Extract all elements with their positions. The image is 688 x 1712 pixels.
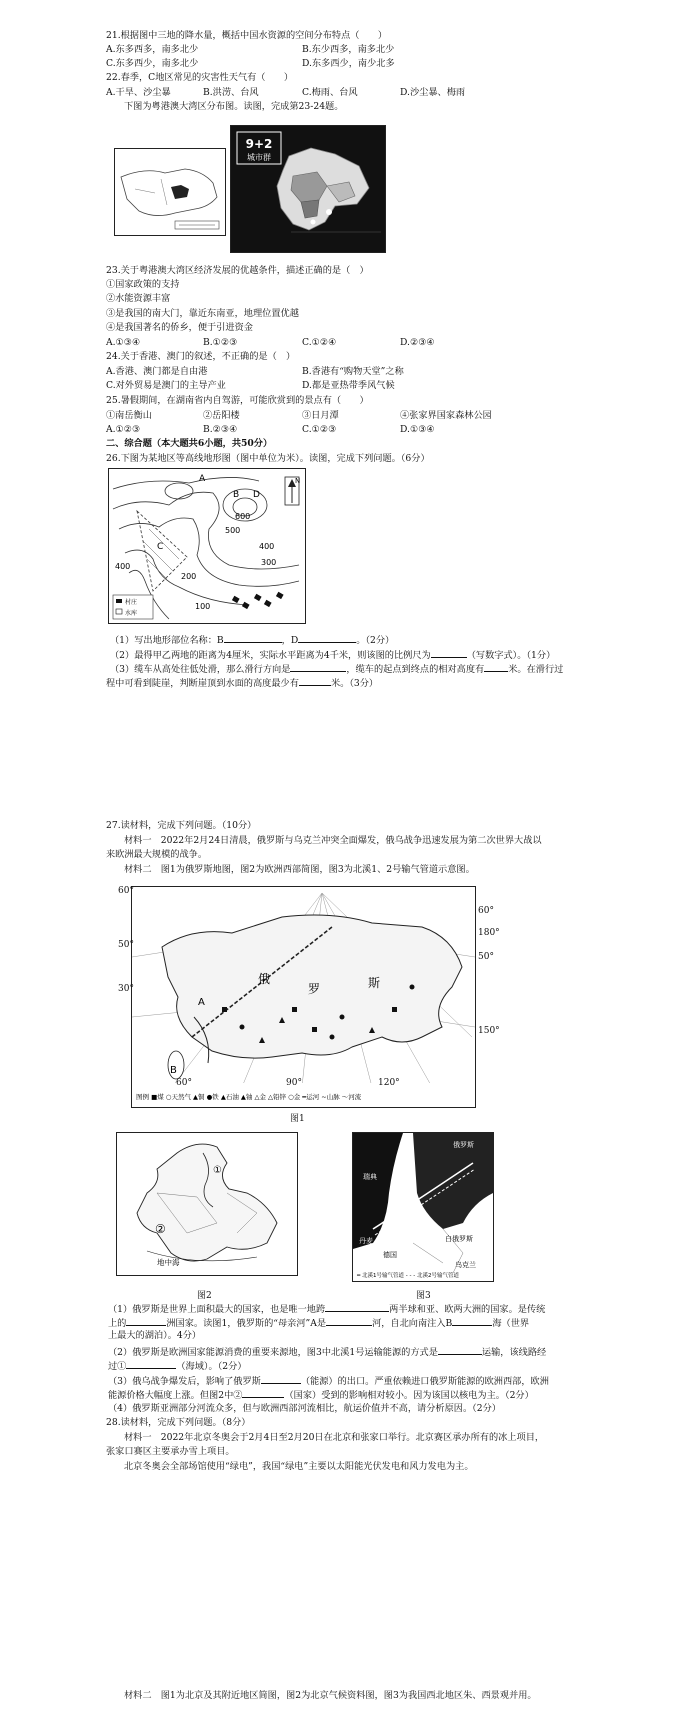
q21-option-b[interactable]: B.东少西多，南多北少: [302, 44, 395, 55]
q22-option-d[interactable]: D.沙尘暴、梅雨: [400, 87, 466, 98]
q25-spot-1: ①南岳衡山: [106, 410, 152, 421]
figure2-caption: 图2: [197, 1291, 212, 1301]
gba-map-svg: [231, 126, 385, 252]
gba-city-cluster-map: [230, 125, 386, 253]
intro-23-24: 下图为粤港澳大湾区分布图。读图，完成第23-24题。: [124, 101, 344, 112]
q26-blank-height[interactable]: [484, 662, 508, 672]
q27-blank-sea[interactable]: [452, 1316, 492, 1326]
q28-material2: 材料二 图1为北京及其附近地区简图，图2为北京气候资料图，图3为我国西北地区朱、西景观并用。: [124, 1690, 537, 1701]
contour-label-d: D: [253, 490, 260, 500]
q27-p3-text-d: （国家）受到的影响相对较小。因为该国以核电为主。（2分）: [284, 1390, 534, 1401]
q25-spot-2: ②岳阳楼: [203, 410, 240, 421]
fig3-label-russia: 俄罗斯: [453, 1141, 474, 1149]
q25-option-c[interactable]: C.①②③: [302, 424, 337, 435]
q27-part2-line2: [108, 1359, 247, 1373]
contour-label-a: A: [199, 474, 206, 484]
russia-map-svg: [132, 887, 475, 1107]
q22-option-c[interactable]: C.梅雨、台风: [302, 87, 358, 98]
contour-value-300: 300: [261, 558, 277, 567]
western-europe-map-figure2: [116, 1132, 298, 1276]
q23-item-2: ②水能资源丰富: [106, 293, 171, 304]
q27-p3-text-a: （3）俄乌战争爆发后，影响了俄罗斯: [108, 1376, 261, 1387]
q26-p3-text-e: 米。（3分）: [330, 678, 379, 689]
q22-option-a[interactable]: A.干旱、沙尘暴: [106, 87, 171, 98]
contour-value-400: 400: [259, 542, 275, 551]
fig1-lon-60: 60°: [176, 1078, 192, 1088]
q27-blank-continent[interactable]: [126, 1316, 166, 1326]
q27-material2: 材料二 图1为俄罗斯地图，图2为欧洲西部简图，图3为北溪1、2号输气管道示意图。: [124, 864, 475, 875]
q27-material1-line1: 材料一 2022年2月24日清晨，俄罗斯与乌克兰冲突全面爆发，俄乌战争迅速发展为第二次世界大战以: [124, 835, 542, 846]
q27-part1-line3: 上最大的湖泊）。4分）: [108, 1330, 202, 1341]
fig1-lat-60-right: 60°: [478, 906, 494, 916]
q27-p1-text-b: 两半球和亚、欧两大洲的国家。是传统: [389, 1304, 546, 1315]
contour-map: [108, 468, 306, 624]
q27-part1-line2: [108, 1316, 529, 1330]
contour-legend-reservoir: 水库: [125, 610, 138, 617]
fig1-country-char3: 斯: [368, 976, 381, 990]
contour-legend-village: 村庄: [125, 599, 138, 606]
q21-option-d[interactable]: D.东多西少，南少北多: [302, 58, 395, 69]
gba-badge-top: 9+2: [245, 137, 273, 151]
fig3-label-belarus: 白俄罗斯: [445, 1235, 473, 1243]
q26-blank-b[interactable]: [224, 633, 282, 643]
fig1-lon-90: 90°: [286, 1078, 302, 1088]
q23-item-1: ①国家政策的支持: [106, 279, 180, 290]
fig1-lat-50-right: 50°: [478, 952, 494, 962]
q24-option-b[interactable]: B.香港有“购物天堂”之称: [302, 366, 404, 377]
q26-p3-text-a: （3）缆车从高处往低处滑，那么滑行方向是: [110, 664, 291, 675]
gba-badge-bottom: 城市群: [247, 153, 271, 162]
fig1-label-b: B: [170, 1065, 177, 1076]
q28-material1-line3: 北京冬奥会全部场馆使用“绿电”，我国“绿电”主要以太阳能光伏发电和风力发电为主。: [124, 1461, 474, 1472]
q23-option-a[interactable]: A.①③④: [106, 337, 141, 348]
q27-p1-text-a: （1）俄罗斯是世界上面积最大的国家，也是唯一地跨: [108, 1304, 326, 1315]
fig2-sea-label: 地中海: [157, 1258, 180, 1267]
q27-p1-text-e: 河，自北向南注入B: [372, 1318, 453, 1329]
q27-p1-text-c: 上的: [108, 1318, 127, 1329]
q27-part1-line1: [108, 1302, 545, 1316]
q26-p3-text-d: 程中可看到陡崖，判断崖顶到水面的高度最少有: [106, 678, 299, 689]
q26-p1-text-c: 。（2分）: [356, 635, 395, 646]
q27-blank-hemisphere[interactable]: [325, 1302, 389, 1312]
north-label: N: [295, 477, 301, 485]
q24-option-d[interactable]: D.都是亚热带季风气候: [302, 380, 395, 391]
q23-stem: 23.关于粤港澳大湾区经济发展的优越条件，描述正确的是（ ）: [106, 265, 369, 276]
contour-value-500: 500: [225, 526, 241, 535]
q23-option-d[interactable]: D.②③④: [400, 337, 435, 348]
q24-stem: 24.关于香港、澳门的叙述，不正确的是（ ）: [106, 351, 296, 362]
contour-value-200: 200: [181, 572, 197, 581]
q28-stem: 28.读材料，完成下列问题。（8分）: [106, 1417, 251, 1428]
fig3-label-sweden: 瑞典: [363, 1173, 377, 1181]
nord-stream-svg: [353, 1133, 493, 1281]
q27-p2-text-b: 运输，该线路经: [481, 1347, 547, 1358]
q25-option-d[interactable]: D.①③④: [400, 424, 435, 435]
nord-stream-map-figure3: [352, 1132, 494, 1282]
fig3-label-germany: 德国: [383, 1251, 397, 1259]
fig1-lon-180: 180°: [478, 928, 500, 938]
fig1-legend: 图例 ■煤 ○天然气 ▲铜 ●铁 ▲石油 ▲铀 △金 △铅锌 ○金 ━运河 ~山脉 ～河流: [136, 1093, 362, 1101]
q26-part1: [110, 633, 394, 647]
q23-option-c[interactable]: C.①②④: [302, 337, 337, 348]
q21-option-a[interactable]: A.东多西多，南多北少: [106, 44, 199, 55]
q26-p1-text-a: （1）写出地形部位名称：B: [110, 635, 224, 646]
europe-map-svg: [117, 1133, 297, 1275]
q27-p2-text-c: 过①: [108, 1361, 127, 1372]
q27-p3-text-c: 能源价格大幅度上涨。但图2中②: [108, 1390, 243, 1401]
q21-stem: 21.根据图中三地的降水量，概括中国水资源的空间分布特点（ ）: [106, 30, 388, 41]
fig2-label-2: ②: [155, 1222, 166, 1236]
q26-part3-cont: [106, 676, 378, 690]
q26-blank-direction[interactable]: [290, 662, 346, 672]
q26-p2-text-b: （写数字式）。（1分）: [466, 650, 556, 661]
q27-p2-text-d: （海域）。（2分）: [176, 1361, 247, 1372]
q27-p3-text-b: （能源）的出口。严重依赖进口俄罗斯能源的欧洲西部，欧洲: [300, 1376, 549, 1387]
q26-p3-text-c: 米。在滑行过: [508, 664, 564, 675]
china-locator-map: [114, 148, 226, 236]
q27-part3-line2: [108, 1388, 534, 1402]
q27-blank-river[interactable]: [326, 1316, 372, 1326]
fig3-label-denmark: 丹麦: [359, 1237, 373, 1245]
q26-stem: 26.下图为某地区等高线地形图（图中单位为米）。读图，完成下列问题。（6分）: [106, 453, 430, 464]
q26-p1-text-b: ，D: [281, 635, 299, 646]
q22-option-b[interactable]: B.洪涝、台风: [203, 87, 259, 98]
q27-material1-line2: 来欧洲最大规模的战争。: [106, 849, 208, 860]
fig1-lon-150: 150°: [478, 1026, 500, 1036]
fig3-label-ukraine: 乌克兰: [455, 1261, 476, 1269]
russia-map-figure1: [131, 886, 476, 1108]
q23-option-b[interactable]: B.①②③: [203, 337, 238, 348]
q27-blank-transport[interactable]: [438, 1345, 482, 1355]
q26-blank-scale[interactable]: [431, 648, 467, 658]
figure1-caption: 图1: [290, 1114, 305, 1124]
q23-item-3: ③是我国的南大门，靠近东南亚，地理位置优越: [106, 308, 299, 319]
q25-spot-4: ④张家界国家森林公园: [400, 410, 492, 421]
q27-p1-text-d: 洲国家。读图1，俄罗斯的“母亲河”A是: [166, 1318, 327, 1329]
fig1-country-char1: 俄: [258, 972, 271, 986]
q27-stem: 27.读材料，完成下列问题。（10分）: [106, 820, 257, 831]
q25-option-b[interactable]: B.②③④: [203, 424, 238, 435]
q27-blank-country[interactable]: [242, 1388, 284, 1398]
q25-option-a[interactable]: A.①②③: [106, 424, 141, 435]
q27-p1-text-f: 海（世界: [492, 1318, 530, 1329]
fig1-label-a: A: [198, 997, 205, 1008]
q26-blank-d[interactable]: [298, 633, 356, 643]
north-arrow-icon: [285, 477, 300, 505]
q27-part4: （4）俄罗斯亚洲部分河流众多，但与欧洲西部河流相比，航运价值并不高，请分析原因。（2分）: [108, 1403, 501, 1414]
q24-option-c[interactable]: C.对外贸易是澳门的主导产业: [106, 380, 226, 391]
fig1-country-char2: 罗: [308, 982, 321, 996]
q27-blank-waters[interactable]: [126, 1359, 176, 1369]
q26-part3: [110, 662, 563, 676]
q23-item-4: ④是我国著名的侨乡，便于引进资金: [106, 322, 253, 333]
q26-blank-cliff[interactable]: [299, 676, 331, 686]
fig1-lon-120: 120°: [378, 1078, 400, 1088]
contour-label-c: C: [157, 542, 164, 552]
section-2-heading: 二、综合题（本大题共6小题，共50分）: [106, 438, 273, 449]
figure3-caption: 图3: [416, 1291, 431, 1301]
contour-value-600: 600: [235, 512, 251, 521]
fig1-lat-50: 50°: [118, 940, 134, 950]
fig3-legend: ━ 北溪1号输气管道 ‐ ‐ ‐ 北溪2号输气管道: [357, 1273, 460, 1279]
locator-map-svg: [115, 149, 225, 235]
q21-option-c[interactable]: C.东多西少，南多北少: [106, 58, 199, 69]
q27-p2-text-a: （2）俄罗斯是欧洲国家能源消费的重要来源地，图3中北溪1号运输能源的方式是: [108, 1347, 438, 1358]
q25-stem: 25.暑假期间，在湖南省内自驾游，可能欣赏到的景点有（ ）: [106, 395, 369, 406]
q28-material1-line1: 材料一 2022年北京冬奥会于2月4日至2月20日在北京和张家口举行。北京赛区承办所有的冰上项目，: [124, 1432, 545, 1443]
q27-part3-line1: [108, 1374, 549, 1388]
q27-part2-line1: [108, 1345, 546, 1359]
q27-blank-energy[interactable]: [261, 1374, 301, 1384]
q26-p3-text-b: ，缆车的起点到终点的相对高度有: [346, 664, 485, 675]
q26-p2-text-a: （2）最得甲乙两地的距离为4厘米，实际水平距离为4千米，则该图的比例尺为: [110, 650, 431, 661]
fig2-label-1: ①: [213, 1165, 222, 1176]
fig1-lat-60-top: 60°: [118, 886, 134, 896]
q28-material1-line2: 张家口赛区主要承办雪上项目。: [106, 1446, 235, 1457]
contour-value-400-west: 400: [115, 562, 131, 571]
q26-part2: [110, 648, 555, 662]
village-marks: [232, 592, 284, 609]
q22-stem: 22.春季，C地区常见的灾害性天气有（ ）: [106, 72, 294, 83]
contour-map-svg: [109, 469, 305, 623]
q25-spot-3: ③日月潭: [302, 410, 339, 421]
contour-value-100: 100: [195, 602, 211, 611]
fig1-lat-30: 30°: [118, 984, 134, 994]
q24-option-a[interactable]: A.香港、澳门都是自由港: [106, 366, 208, 377]
contour-label-b: B: [233, 490, 240, 500]
